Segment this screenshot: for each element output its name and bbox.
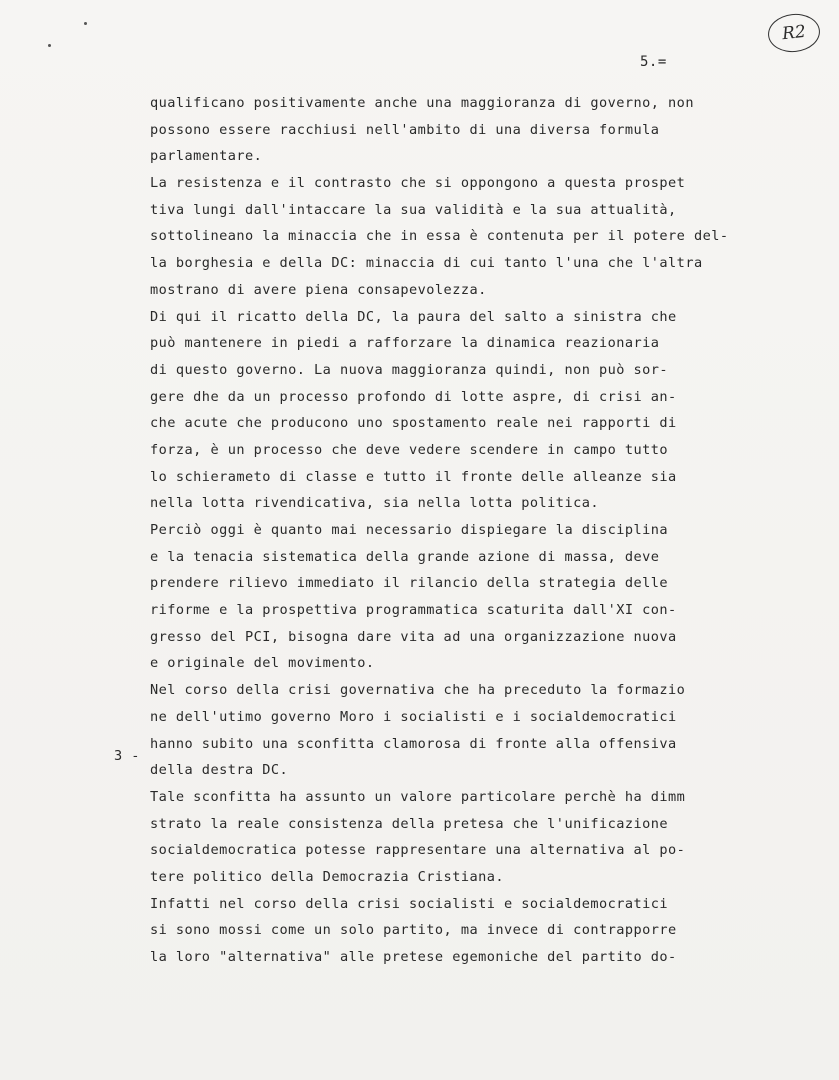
- text-line: tere politico della Democrazia Cristiana.: [150, 868, 504, 885]
- text-line: la loro "alternativa" alle pretese egemoniche del partito do-: [150, 949, 677, 965]
- text-line: e originale del movimento.: [150, 655, 375, 672]
- stamp-text: R2: [781, 21, 807, 45]
- text-line: socialdemocratica potesse rappresentare una alternativa al po-: [150, 842, 686, 859]
- text-line: Perciò oggi è quanto mai necessario dispiegare la disciplina: [150, 522, 669, 538]
- text-line: qualificano positivamente anche una maggioranza di governo, non: [150, 95, 694, 111]
- archive-stamp: [766, 11, 822, 54]
- text-line: Di qui il ricatto della DC, la paura del salto a sinistra che: [150, 308, 677, 325]
- text-line: Nel corso della crisi governativa che ha preceduto la formazio: [150, 682, 686, 699]
- text-line: gere dhe da un processo profondo di lotte aspre, di crisi an-: [150, 388, 677, 405]
- text-line: mostrano di avere piena consapevolezza.: [150, 281, 487, 298]
- text-line: strato la reale consistenza della pretesa che l'unificazione: [150, 815, 669, 832]
- text-line: della destra DC.: [150, 762, 289, 779]
- text-line: sottolineano la minaccia che in essa è contenuta per il potere del-: [150, 228, 729, 245]
- text-line: hanno subito una sconfitta clamorosa di fronte alla offensiva: [150, 735, 677, 752]
- text-line: Tale sconfitta ha assunto un valore particolare perchè ha dimm: [150, 788, 686, 805]
- text-line: gresso del PCI, bisogna dare vita ad una organizzazione nuova: [150, 628, 677, 645]
- text-line: tiva lungi dall'intaccare la sua validità e la sua attualità,: [150, 201, 677, 218]
- text-line: La resistenza e il contrasto che si oppongono a questa prospet: [150, 175, 686, 192]
- text-line: possono essere racchiusi nell'ambito di una diversa formula: [150, 121, 660, 138]
- scan-speck: [48, 44, 51, 47]
- typewritten-text: [150, 90, 790, 971]
- text-line: riforme e la prospettiva programmatica scaturita dall'XI con-: [150, 602, 677, 619]
- text-line: si sono mossi come un solo partito, ma invece di contrapporre: [150, 922, 677, 939]
- item-number: 3 -: [114, 748, 140, 764]
- page-number: 5.=: [640, 54, 667, 70]
- text-line: la borghesia e della DC: minaccia di cui tanto l'una che l'altra: [150, 255, 703, 272]
- text-line: può mantenere in piedi a rafforzare la dinamica reazionaria: [150, 335, 660, 352]
- text-line: Infatti nel corso della crisi socialisti e socialdemocratici: [150, 895, 669, 912]
- text-line: ne dell'utimo governo Moro i socialisti e i socialdemocratici: [150, 708, 677, 725]
- scan-speck: [84, 22, 87, 25]
- text-line: nella lotta rivendicativa, sia nella lotta politica.: [150, 495, 599, 512]
- text-line: e la tenacia sistematica della grande azione di massa, deve: [150, 548, 660, 565]
- text-line: che acute che producono uno spostamento reale nei rapporti di: [150, 415, 677, 432]
- text-line: parlamentare.: [150, 148, 263, 165]
- text-line: forza, è un processo che deve vedere scendere in campo tutto: [150, 441, 669, 458]
- text-line: lo schierameto di classe e tutto il fronte delle alleanze sia: [150, 468, 677, 485]
- text-line: prendere rilievo immediato il rilancio della strategia delle: [150, 575, 669, 592]
- text-line: di questo governo. La nuova maggioranza quindi, non può sor-: [150, 361, 669, 378]
